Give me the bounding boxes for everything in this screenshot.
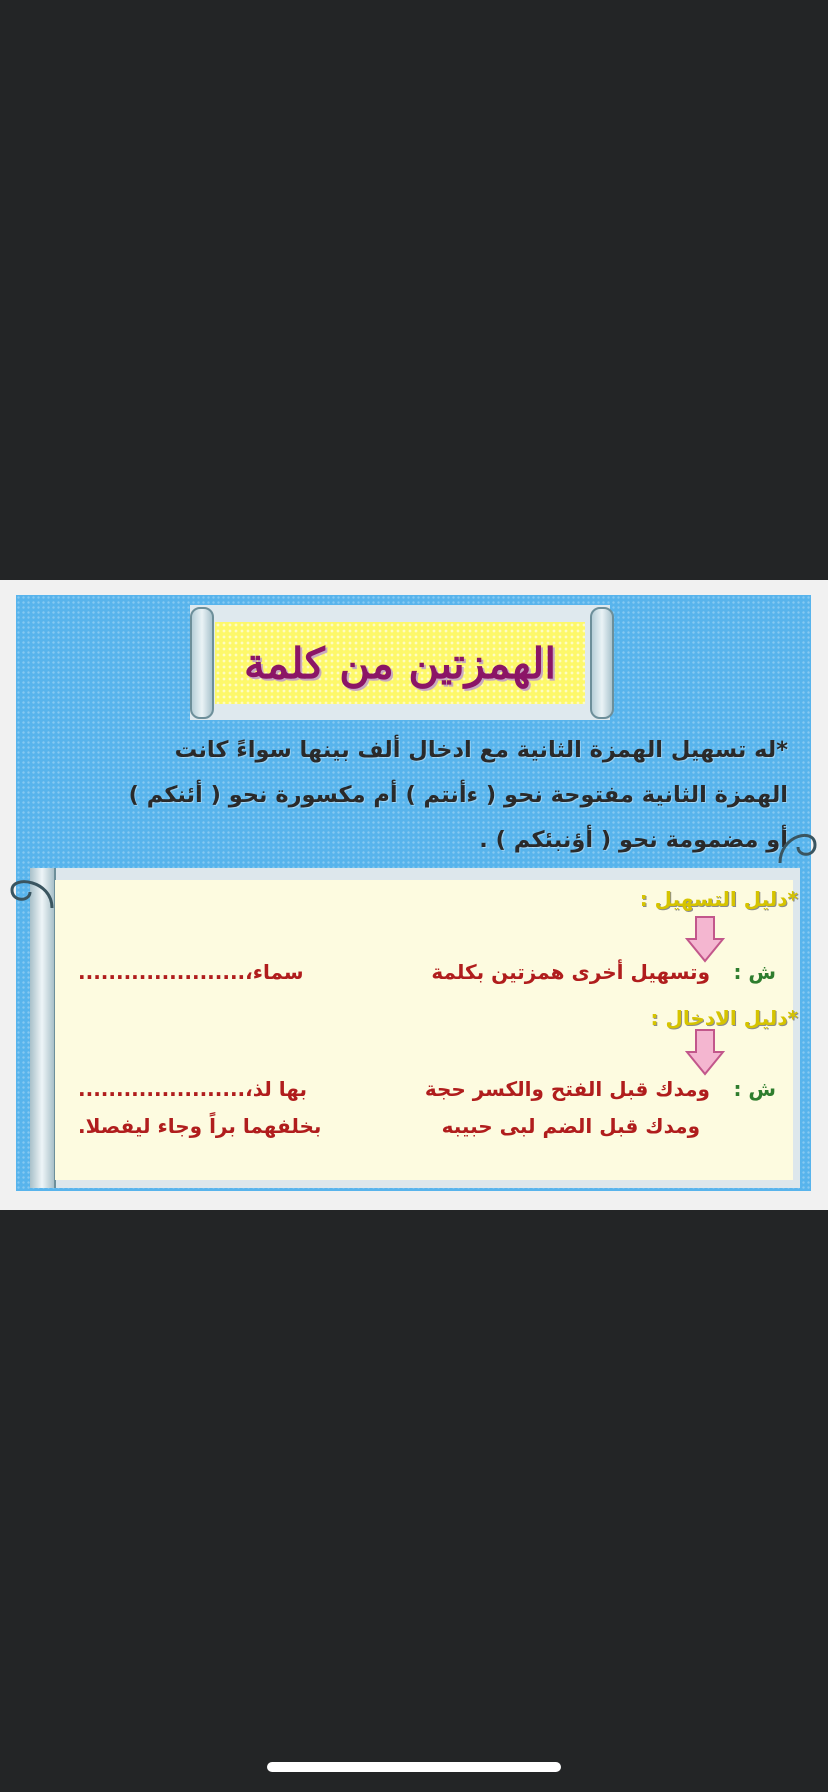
- verse-left-text: بها لذ،......................: [78, 1077, 307, 1101]
- scroll-roll-icon: [190, 607, 214, 719]
- title-box: [215, 622, 585, 704]
- scroll-curl-icon: [770, 815, 820, 865]
- verse-prefix: ش :: [733, 960, 776, 984]
- verse-right-text: وتسهيل أخرى همزتين بكلمة: [431, 960, 710, 984]
- page-title: الهمزتين من كلمة: [243, 638, 557, 688]
- scroll-roll-icon: [30, 868, 56, 1188]
- verse-left-text: سماء،......................: [78, 960, 304, 984]
- home-indicator[interactable]: [267, 1762, 561, 1772]
- intro-line: الهمزة الثانية مفتوحة نحو ( ءأنتم ) أم مكسورة نحو ( أئنكم ): [128, 782, 788, 808]
- verse-right-text: ومدك قبل الفتح والكسر حجة: [424, 1077, 710, 1101]
- down-arrow-icon: [685, 915, 725, 963]
- verse-left-text: بخلفهما براً وجاء ليفصلا.: [78, 1114, 322, 1138]
- intro-paragraph: [48, 728, 788, 863]
- section-heading: *دليل التسهيل :: [639, 887, 798, 911]
- down-arrow-icon: [685, 1028, 725, 1076]
- scroll-curl-icon: [2, 870, 62, 910]
- intro-line: أو مضمومة نحو ( أؤنبئكم ) .: [479, 827, 788, 853]
- section-heading: *دليل الادخال :: [650, 1006, 798, 1030]
- intro-line: *له تسهيل الهمزة الثانية مع ادخال ألف بينها سواءً كانت: [174, 737, 788, 763]
- verse-right-text: ومدك قبل الضم لبى حبيبه: [441, 1114, 700, 1138]
- verse-prefix: ش :: [733, 1077, 776, 1101]
- scroll-roll-icon: [590, 607, 614, 719]
